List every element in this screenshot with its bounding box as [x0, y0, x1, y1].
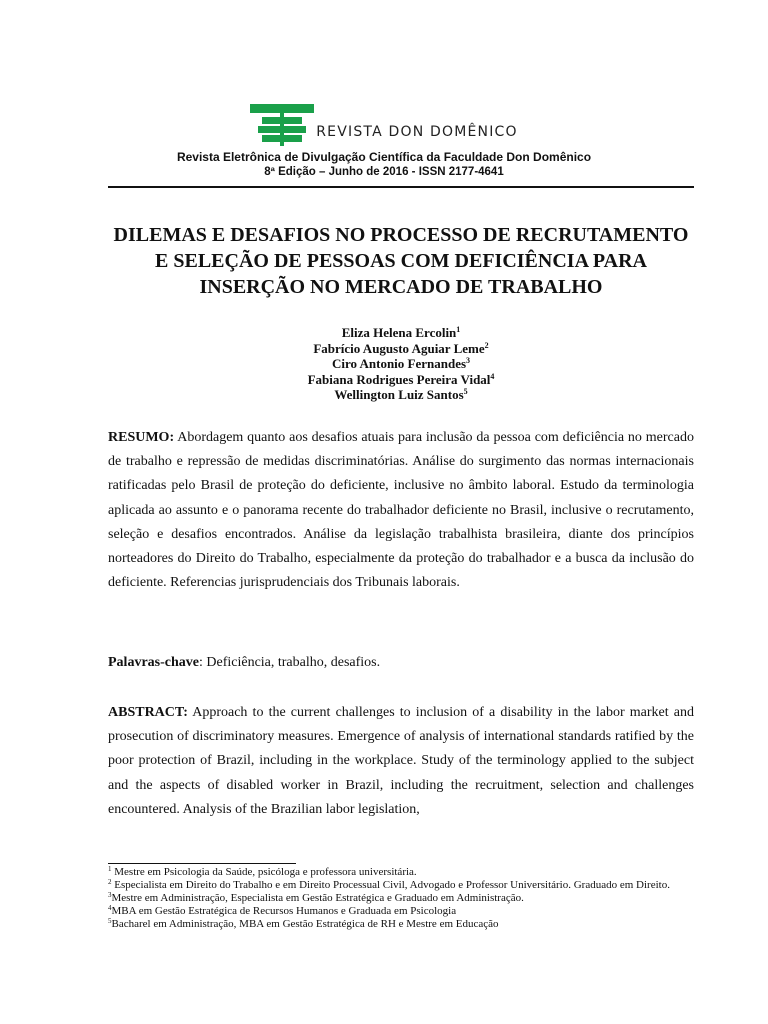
footnote-mark: 5: [108, 917, 112, 925]
header-divider: [108, 186, 694, 188]
footnote-divider: [108, 863, 296, 864]
footnote-mark: 4: [108, 904, 112, 912]
journal-masthead: [0, 104, 768, 178]
footnote-text: MBA em Gestão Estratégica de Recursos Humanos e Graduada em Psicologia: [111, 905, 457, 917]
footnote: [108, 892, 694, 905]
footnote-text: Mestre em Administração, Especialista em Gestão Estratégica e Graduado em Administração.: [111, 892, 524, 904]
author-line: [108, 325, 694, 341]
footnote: [108, 905, 694, 918]
author-name: Fabrício Augusto Aguiar Leme: [313, 340, 485, 356]
footnote: [108, 918, 694, 931]
author-name: Fabiana Rodrigues Pereira Vidal: [307, 371, 491, 387]
footnote-mark: 3: [108, 891, 112, 899]
abstract-label: ABSTRACT:: [108, 705, 188, 720]
author-footnote-mark: 4: [490, 371, 495, 381]
author-line: [108, 341, 694, 357]
logo-row: [0, 104, 768, 146]
resumo-paragraph: [108, 426, 694, 595]
author-name: Eliza Helena Ercolin: [341, 325, 457, 340]
footnote: [108, 879, 694, 892]
keywords-text: : Deficiência, trabalho, desafios.: [198, 655, 381, 670]
keywords-label: Palavras-chave: [108, 655, 199, 670]
footnote-text: Mestre em Psicologia da Saúde, psicóloga e professora universitária.: [111, 866, 417, 878]
author-line: [108, 356, 694, 372]
journal-subtitle: Revista Eletrônica de Divulgação Científica da Faculdade Don Domênico: [176, 150, 592, 164]
journal-brand-name: REVISTA DON DOMÊNICO: [316, 124, 518, 140]
author-list: [108, 325, 694, 403]
author-name: Ciro Antonio Fernandes: [331, 356, 467, 371]
keywords-paragraph: [108, 651, 694, 675]
footnote: [108, 866, 694, 879]
author-footnote-mark: 3: [466, 356, 471, 365]
footnote-mark: 2: [108, 878, 112, 886]
author-line: [108, 372, 694, 388]
footnote-text: Bacharel em Administração, MBA em Gestão Estratégica de RH e Mestre em Educação: [111, 918, 499, 930]
footnotes: [108, 866, 694, 931]
abstract-paragraph: [108, 701, 694, 822]
journal-logo-icon: [250, 104, 314, 146]
resumo-label: RESUMO:: [108, 430, 175, 445]
author-line: [108, 387, 694, 403]
abstract-text: Approach to the current challenges to inclusion of a disability in the labor market and prosecution of discriminatory measures. Emergence of analysis of international standards ratified by the poor protection of Brazil, including in the workplace. Study of the terminology applied to the subject and the aspects of disabled worker in Brazil, including the recruitment, selection and challenges encountered. Analysis of the Brazilian labor legislation,: [108, 705, 694, 817]
footnote-mark: 1: [108, 865, 112, 873]
author-footnote-mark: 1: [456, 325, 461, 334]
author-footnote-mark: 2: [484, 340, 489, 350]
author-footnote-mark: 5: [463, 387, 468, 396]
journal-edition: 8ª Edição – Junho de 2016 - ISSN 2177-4641: [264, 166, 504, 178]
resumo-text: Abordagem quanto aos desafios atuais para inclusão da pessoa com deficiência no mercado de trabalho e repressão de medidas discriminatórias. Análise do surgimento das normas internacionais ratificadas pelo Brasil de proteção do deficiente, inclusive no âmbito laboral. Estudo da terminologia aplicada ao assunto e o panorama recente do trabalhador deficiente no Brasil, inclusive o recrutamento, seleção e desafios encontrados. Análise da legislação trabalhista brasileira, diante dos princípios norteadores do Direito do Trabalho, especialmente da proteção do trabalhador e a busca da inclusão do deficiente. Referencias jurisprudenciais dos Tribunais laborais.: [108, 430, 694, 591]
footnote-text: Especialista em Direito do Trabalho e em Direito Processual Civil, Advogado e Professor Universitário. Graduado em Direito.: [111, 879, 670, 891]
article-title: DILEMAS E DESAFIOS NO PROCESSO DE RECRUTAMENTO E SELEÇÃO DE PESSOAS COM DEFICIÊNCIA PARA INSERÇÃO NO MERCADO DE TRABALHO: [113, 224, 689, 298]
author-name: Wellington Luiz Santos: [334, 387, 464, 402]
